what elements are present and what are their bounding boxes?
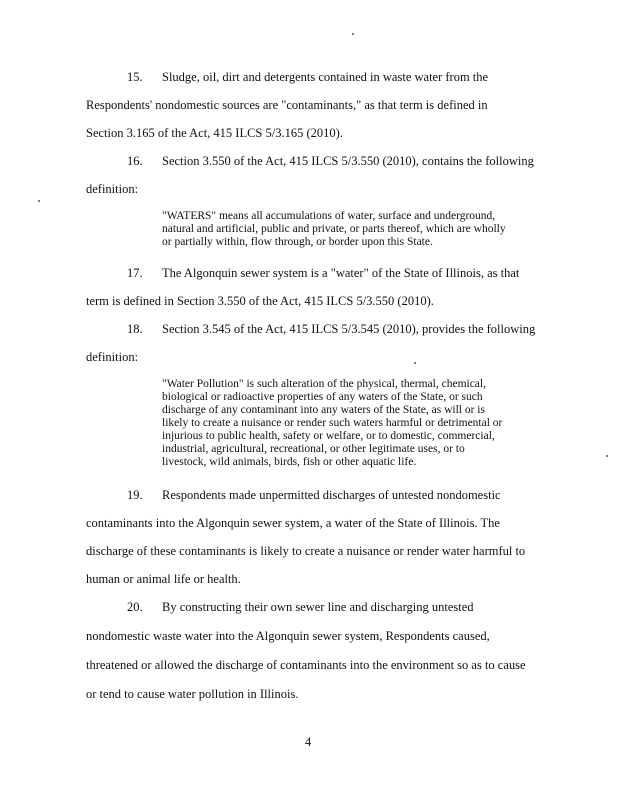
block-quote-line: natural and artificial, public and private, or parts thereof, which are wholly bbox=[162, 223, 506, 235]
paragraph-number: 19. bbox=[127, 488, 143, 502]
paragraph-18-line: Section 3.545 of the Act, 415 ILCS 5/3.545 (2010), provides the following bbox=[162, 322, 536, 336]
scan-speck bbox=[352, 33, 354, 35]
paragraph-number: 15. bbox=[127, 70, 143, 84]
scan-speck bbox=[414, 362, 416, 364]
block-quote-line: likely to create a nuisance or render such waters harmful or detrimental or bbox=[162, 417, 503, 429]
paragraph-20-line: or tend to cause water pollution in Illinois. bbox=[86, 687, 299, 701]
page-number: 4 bbox=[305, 735, 312, 749]
paragraph-number: 20. bbox=[127, 600, 143, 614]
block-quote-line: injurious to public health, safety or welfare, or to domestic, commercial, bbox=[162, 430, 495, 442]
block-quote-line: "WATERS" means all accumulations of water, surface and underground, bbox=[162, 210, 496, 222]
block-quote-line: "Water Pollution" is such alteration of the physical, thermal, chemical, bbox=[162, 378, 486, 390]
paragraph-15-line: Respondents' nondomestic sources are "contaminants," as that term is defined in bbox=[86, 98, 488, 112]
scan-speck bbox=[606, 455, 608, 457]
paragraph-19-line: human or animal life or health. bbox=[86, 572, 241, 586]
paragraph-20-line: nondomestic waste water into the Algonquin sewer system, Respondents caused, bbox=[86, 629, 490, 643]
scan-speck bbox=[38, 200, 40, 202]
paragraph-number: 18. bbox=[127, 322, 143, 336]
block-quote-line: biological or radioactive properties of any waters of the State, or such bbox=[162, 391, 483, 403]
paragraph-16-line: Section 3.550 of the Act, 415 ILCS 5/3.550 (2010), contains the following bbox=[162, 154, 534, 168]
paragraph-18-line: definition: bbox=[86, 350, 139, 364]
block-quote-line: discharge of any contaminant into any waters of the State, as will or is bbox=[162, 404, 485, 416]
paragraph-17-line: term is defined in Section 3.550 of the Act, 415 ILCS 5/3.550 (2010). bbox=[86, 294, 434, 308]
paragraph-15-line: Sludge, oil, dirt and detergents contained in waste water from the bbox=[162, 70, 489, 84]
paragraph-19-line: contaminants into the Algonquin sewer system, a water of the State of Illinois. The bbox=[86, 516, 500, 530]
paragraph-number: 17. bbox=[127, 266, 143, 280]
paragraph-16-line: definition: bbox=[86, 182, 139, 196]
paragraph-15-line: Section 3.165 of the Act, 415 ILCS 5/3.165 (2010). bbox=[86, 126, 343, 140]
block-quote-line: or partially within, flow through, or border upon this State. bbox=[162, 236, 433, 248]
block-quote-line: industrial, agricultural, recreational, or other legitimate uses, or to bbox=[162, 443, 465, 455]
paragraph-19-line: Respondents made unpermitted discharges of untested nondomestic bbox=[162, 488, 501, 502]
paragraph-19-line: discharge of these contaminants is likely to create a nuisance or render water harmful to bbox=[86, 544, 526, 558]
paragraph-17-line: The Algonquin sewer system is a "water" of the State of Illinois, as that bbox=[162, 266, 520, 280]
paragraph-20-line: By constructing their own sewer line and discharging untested bbox=[162, 600, 474, 614]
block-quote-line: livestock, wild animals, birds, fish or other aquatic life. bbox=[162, 456, 417, 468]
paragraph-number: 16. bbox=[127, 154, 143, 168]
paragraph-20-line: threatened or allowed the discharge of contaminants into the environment so as to cause bbox=[86, 658, 526, 672]
